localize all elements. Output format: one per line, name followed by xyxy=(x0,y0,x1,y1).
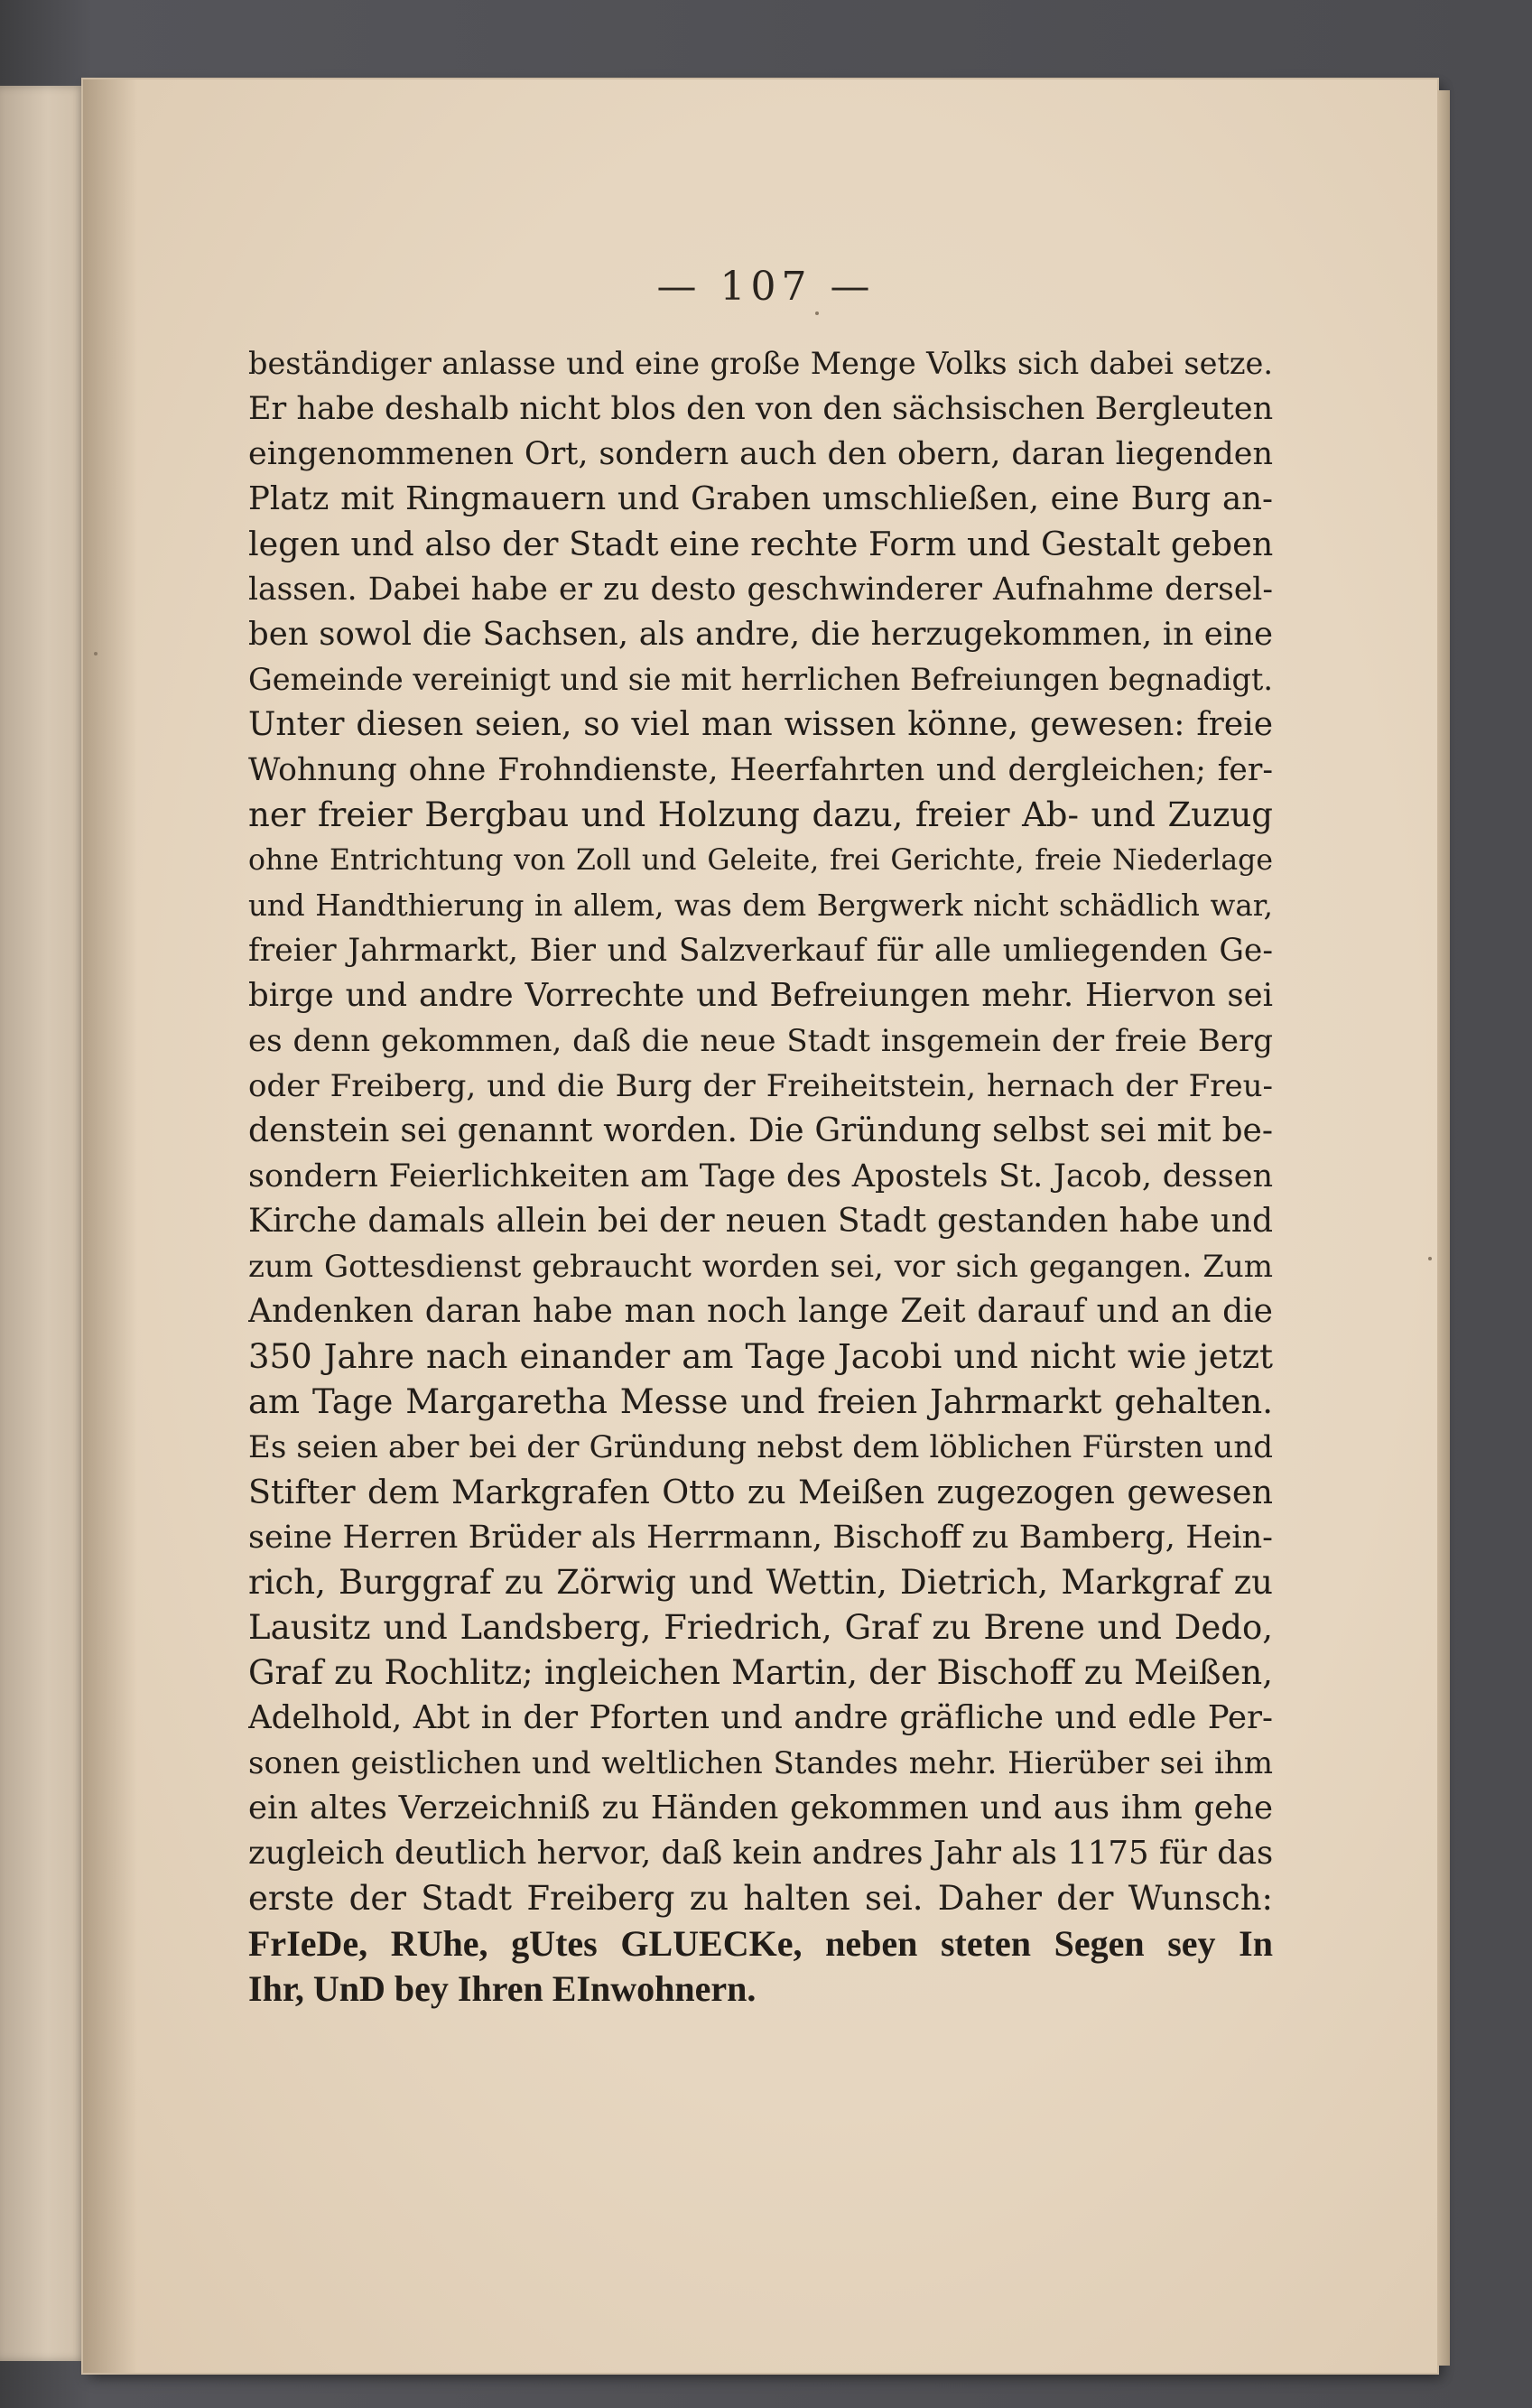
text-line: und Handthierung in allem, was dem Bergwerk nicht schädlich war, xyxy=(248,888,1273,923)
text-line: birge und andre Vorrechte und Befreiungen mehr. Hiervon sei xyxy=(248,977,1273,1014)
text-line: sonen geistlichen und weltlichen Standes mehr. Hierüber sei ihm xyxy=(248,1745,1273,1781)
text-line: es denn gekommen, daß die neue Stadt insgemein der freie Berg xyxy=(248,1023,1273,1059)
text-line: ohne Entrichtung von Zoll und Geleite, frei Gerichte, freie Niederlage xyxy=(248,844,1273,877)
text-line: sondern Feierlichkeiten am Tage des Apostels St. Jacob, dessen xyxy=(248,1158,1273,1195)
page-stack-edge xyxy=(1437,90,1450,2366)
body-text xyxy=(248,341,1273,2012)
text-line: am Tage Margaretha Messe und freien Jahrmarkt gehalten. xyxy=(248,1382,1273,1421)
page-number: — 107 — xyxy=(656,264,876,310)
text-line: ein altes Verzeichniß zu Händen gekommen und aus ihm gehe xyxy=(248,1790,1273,1827)
paper-speck xyxy=(1428,1257,1432,1260)
text-line: Unter diesen seien, so viel man wissen könne, gewesen: freie xyxy=(248,706,1273,743)
text-line: Wohnung ohne Frohndienste, Heerfahrten und dergleichen; fer- xyxy=(248,752,1273,788)
text-line: Er habe deshalb nicht blos den von den sächsischen Bergleuten xyxy=(248,391,1273,427)
text-line: rich, Burggraf zu Zörwig und Wettin, Dietrich, Markgraf zu xyxy=(248,1563,1273,1602)
text-line: Kirche damals allein bei der neuen Stadt gestanden habe und xyxy=(248,1203,1273,1240)
text-line: denstein sei genannt worden. Die Gründung selbst sei mit be- xyxy=(248,1112,1273,1149)
previous-page-edge xyxy=(0,86,87,2361)
text-line: Lausitz und Landsberg, Friedrich, Graf zu Brene und Dedo, xyxy=(248,1608,1273,1647)
text-line: ner freier Bergbau und Holzung dazu, freier Ab- und Zuzug xyxy=(248,795,1273,834)
text-line: eingenommenen Ort, sondern auch den obern, daran liegenden xyxy=(248,436,1273,472)
text-line-antiqua: Ihr, UnD bey Ihren EInwohnern. xyxy=(248,1968,757,2009)
text-line: freier Jahrmarkt, Bier und Salzverkauf für alle umliegenden Ge- xyxy=(248,933,1273,969)
text-line: lassen. Dabei habe er zu desto geschwinderer Aufnahme dersel- xyxy=(248,572,1273,608)
text-line: Stifter dem Markgrafen Otto zu Meißen zugezogen gewesen xyxy=(248,1473,1273,1511)
text-line: Andenken daran habe man noch lange Zeit darauf und an die xyxy=(248,1293,1273,1330)
text-line: beständiger anlasse und eine große Menge Volks sich dabei setze. xyxy=(248,346,1273,381)
text-line: 350 Jahre nach einander am Tage Jacobi und nicht wie jetzt xyxy=(248,1337,1273,1376)
text-line: oder Freiberg, und die Burg der Freiheitstein, hernach der Freu- xyxy=(248,1068,1273,1104)
text-line: zugleich deutlich hervor, daß kein andres Jahr als 1175 für das xyxy=(248,1835,1273,1872)
paper-speck xyxy=(94,652,97,655)
text-line: Graf zu Rochlitz; ingleichen Martin, der Bischoff zu Meißen, xyxy=(248,1653,1273,1692)
text-line: Platz mit Ringmauern und Graben umschließen, eine Burg an- xyxy=(248,480,1273,517)
text-line: legen und also der Stadt eine rechte Form und Gestalt geben xyxy=(248,525,1273,563)
text-line: Adelhold, Abt in der Pforten und andre gräfliche und edle Per- xyxy=(248,1699,1273,1736)
text-line: ben sowol die Sachsen, als andre, die herzugekommen, in eine xyxy=(248,616,1273,653)
text-line: erste der Stadt Freiberg zu halten sei. Daher der Wunsch: xyxy=(248,1879,1273,1918)
text-line: Gemeinde vereinigt und sie mit herrlichen Befreiungen begnadigt. xyxy=(248,662,1273,697)
paper-speck xyxy=(815,311,819,315)
text-line: Es seien aber bei der Gründung nebst dem löblichen Fürsten und xyxy=(248,1429,1273,1465)
text-line: zum Gottesdienst gebraucht worden sei, vor sich gegangen. Zum xyxy=(248,1249,1273,1285)
text-line-antiqua: FrIeDe, RUhe, gUtes GLUECKe, neben steten Segen sey In xyxy=(248,1923,1273,1964)
text-line: seine Herren Brüder als Herrmann, Bischoff zu Bamberg, Hein- xyxy=(248,1520,1273,1556)
